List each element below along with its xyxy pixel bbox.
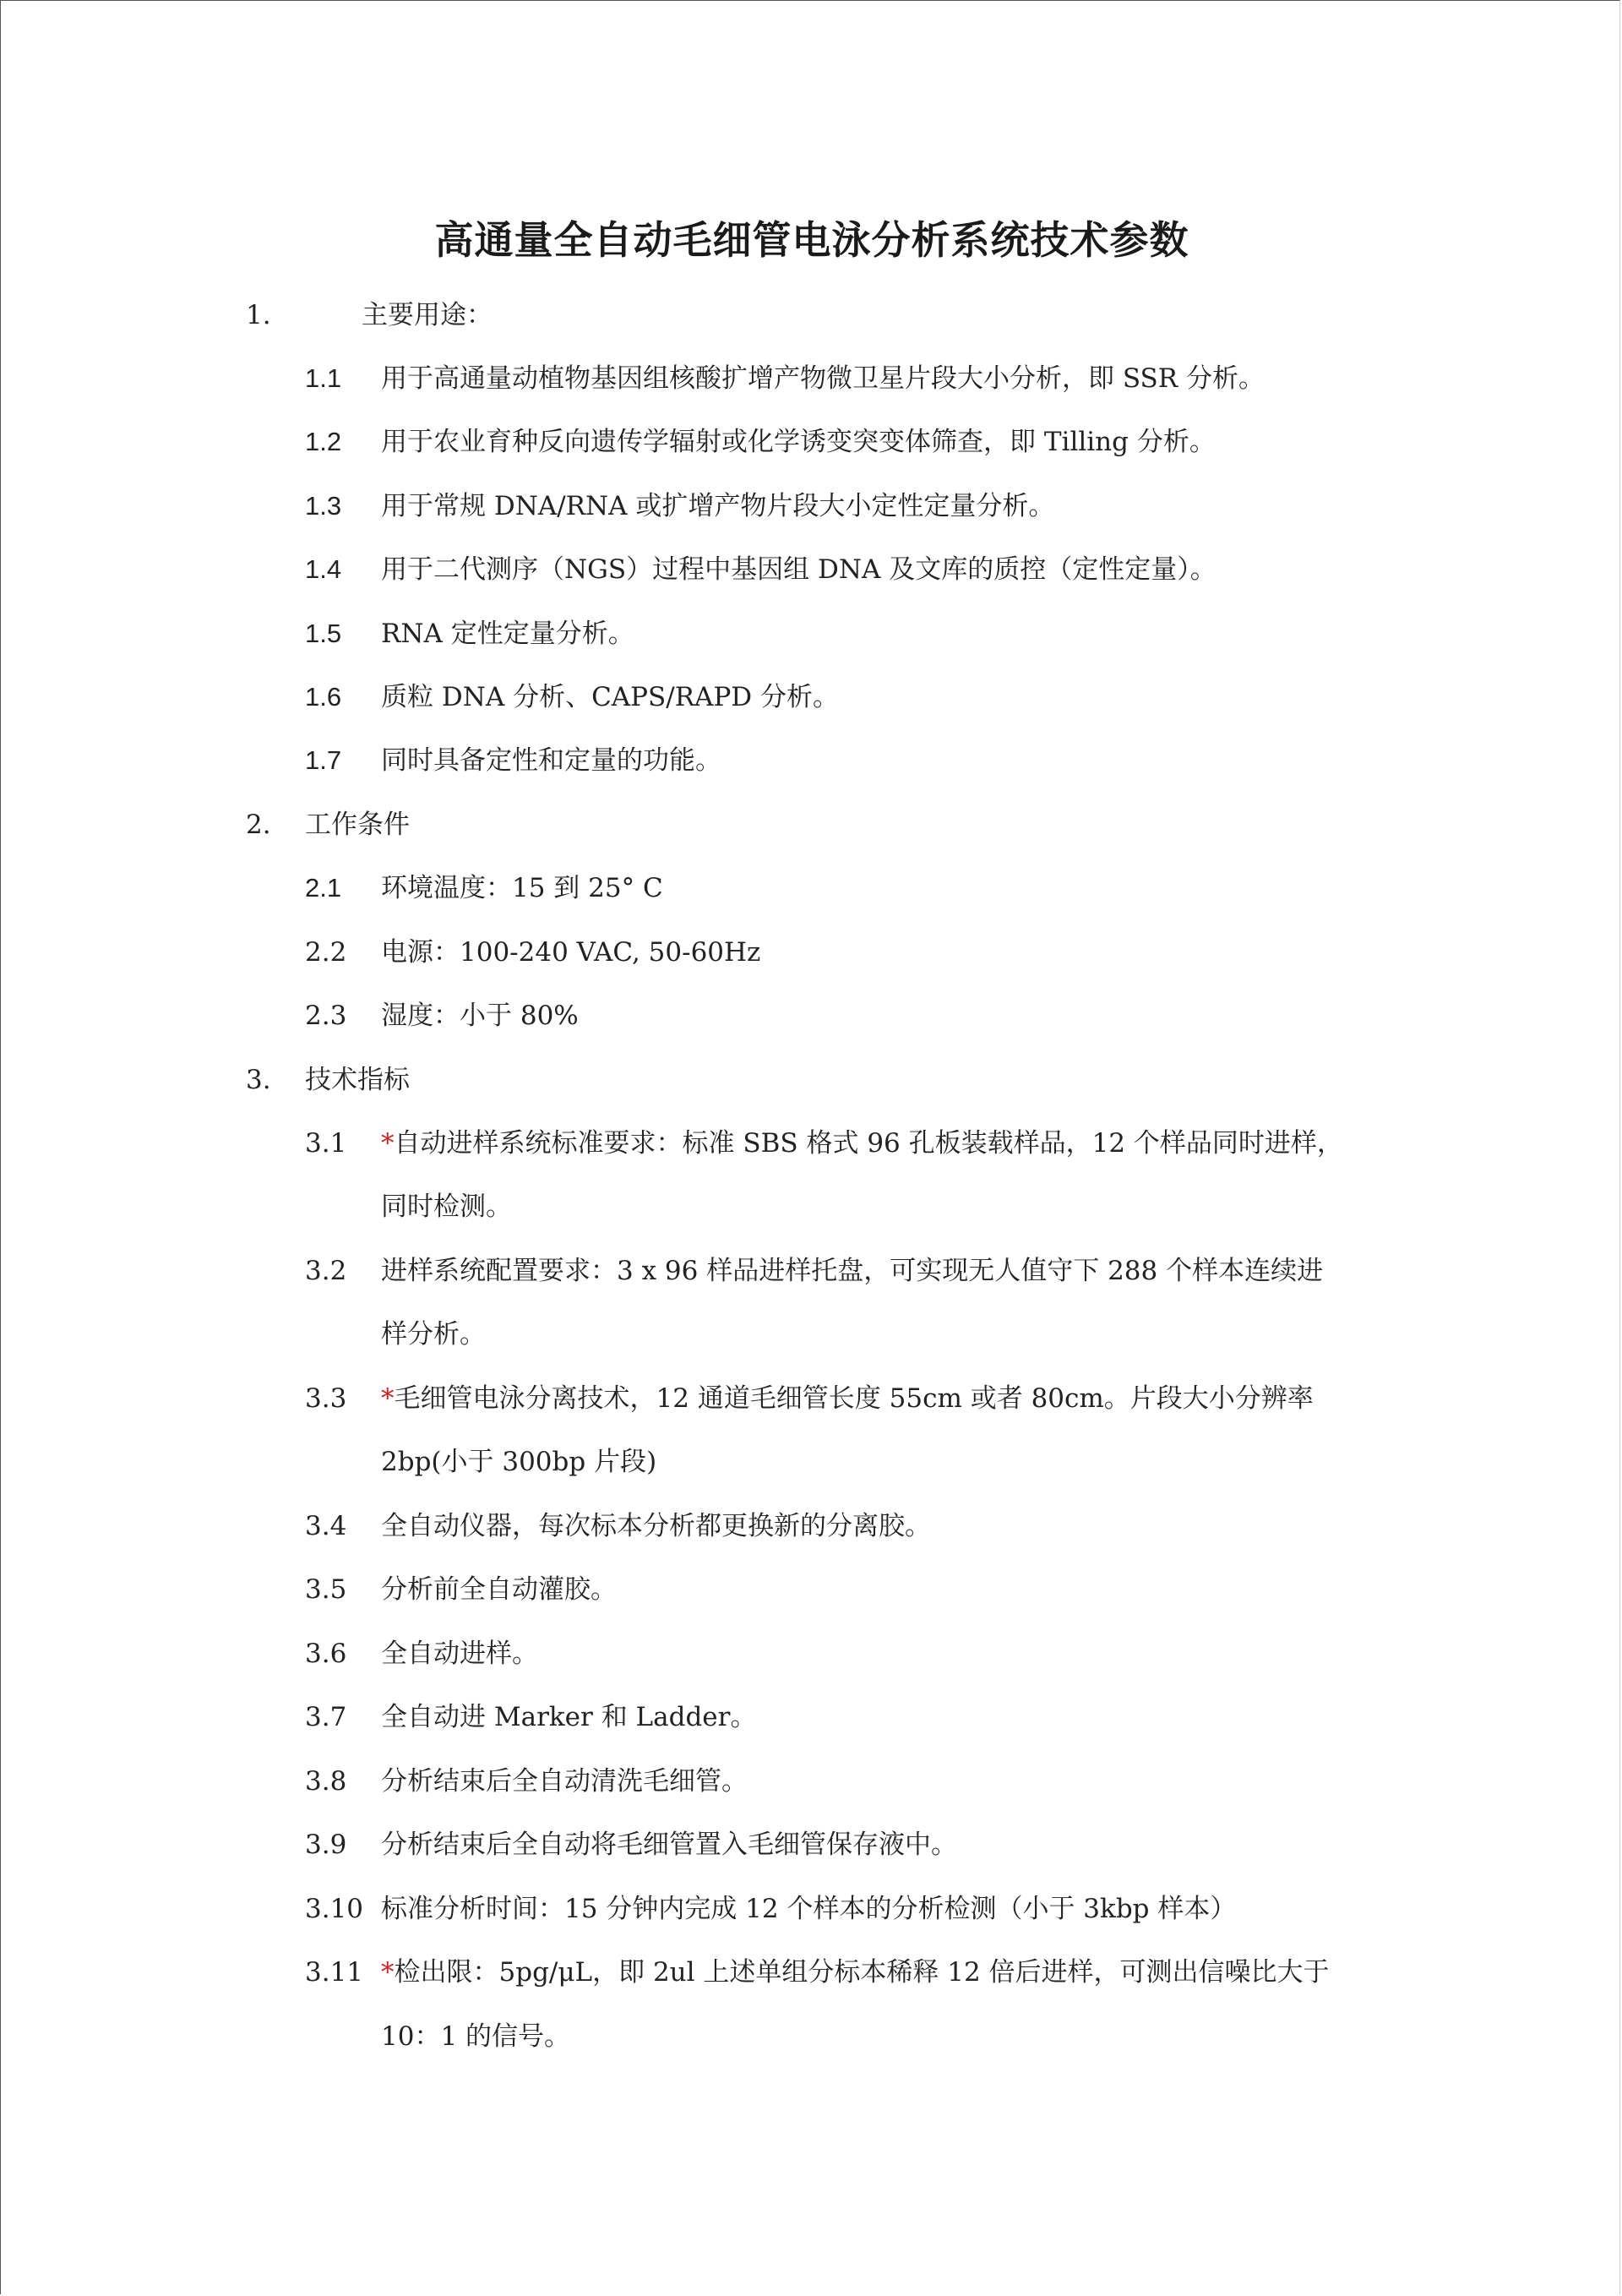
item-number: 3.9 xyxy=(305,1830,347,1860)
item-text-content: 毛细管电泳分离技术，12 通道毛细管长度 55cm 或者 80cm。片段大小分辨率 xyxy=(394,1383,1314,1414)
item-text: 分析结束后全自动将毛细管置入毛细管保存液中。 xyxy=(381,1830,957,1860)
item-text xyxy=(381,1955,1330,1989)
item-number: 3.10 xyxy=(305,1894,364,1924)
item-text: 环境温度：15 到 25° C xyxy=(381,873,663,903)
item-text xyxy=(381,1382,1314,1415)
item-number: 3.4 xyxy=(305,1511,347,1541)
item-number: 3.3 xyxy=(305,1383,347,1414)
item-text xyxy=(381,1126,1343,1160)
item-text: RNA 定性定量分析。 xyxy=(381,619,634,649)
item-text: 全自动仪器，每次标本分析都更换新的分离胶。 xyxy=(381,1511,931,1541)
section-title: 主要用途： xyxy=(362,300,493,330)
item-text: 电源：100-240 VAC, 50-60Hz xyxy=(381,937,761,968)
item-text-line2: 样分析。 xyxy=(381,1319,486,1350)
item-number: 1.2 xyxy=(305,427,342,456)
item-number: 3.8 xyxy=(305,1766,347,1797)
item-text: 全自动进样。 xyxy=(381,1639,538,1669)
section-number: 2. xyxy=(246,810,271,840)
item-text-line2: 10：1 的信号。 xyxy=(381,2021,571,2052)
item-text: 用于农业育种反向遗传学辐射或化学诱变突变体筛查，即 Tilling 分析。 xyxy=(381,427,1216,457)
item-number: 3.7 xyxy=(305,1702,347,1732)
item-number: 1.1 xyxy=(305,363,342,393)
item-number: 1.5 xyxy=(305,619,342,648)
item-number: 3.1 xyxy=(305,1128,347,1159)
required-marker: * xyxy=(381,1957,395,1988)
item-text: 用于常规 DNA/RNA 或扩增产物片段大小定性定量分析。 xyxy=(381,491,1055,521)
item-text: 用于二代测序（NGS）过程中基因组 DNA 及文库的质控（定性定量）。 xyxy=(381,554,1216,585)
item-text: 进样系统配置要求：3 x 96 样品进样托盘，可实现无人值守下 288 个样本连续进 xyxy=(381,1256,1324,1286)
item-text: 用于高通量动植物基因组核酸扩增产物微卫星片段大小分析，即 SSR 分析。 xyxy=(381,363,1265,394)
item-number: 1.3 xyxy=(305,491,342,521)
item-number: 1.4 xyxy=(305,554,342,584)
item-number: 2.2 xyxy=(305,937,347,968)
item-number: 3.6 xyxy=(305,1639,347,1669)
item-number: 3.5 xyxy=(305,1574,347,1605)
item-text-content: 自动进样系统标准要求：标准 SBS 格式 96 孔板装载样品，12 个样品同时进样， xyxy=(394,1128,1343,1159)
item-text-line2: 同时检测。 xyxy=(381,1192,512,1222)
section-number: 1. xyxy=(246,300,271,330)
item-number: 1.6 xyxy=(305,682,342,712)
item-text: 湿度：小于 80% xyxy=(381,1001,579,1031)
item-text: 标准分析时间：15 分钟内完成 12 个样本的分析检测（小于 3kbp 样本） xyxy=(381,1894,1237,1924)
item-number: 1.7 xyxy=(305,745,342,775)
document-title: 高通量全自动毛细管电泳分析系统技术参数 xyxy=(434,217,1189,263)
item-text: 分析结束后全自动清洗毛细管。 xyxy=(381,1766,748,1797)
section-number: 3. xyxy=(246,1065,271,1095)
item-text-content: 检出限：5pg/μL，即 2ul 上述单组分标本稀释 12 倍后进样，可测出信噪比大于 xyxy=(394,1957,1330,1988)
item-number: 3.11 xyxy=(305,1957,364,1988)
required-marker: * xyxy=(381,1128,395,1159)
item-text-line2: 2bp(小于 300bp 片段) xyxy=(381,1447,657,1477)
item-text: 全自动进 Marker 和 Ladder。 xyxy=(381,1702,757,1732)
item-text: 同时具备定性和定量的功能。 xyxy=(381,745,721,776)
item-text: 质粒 DNA 分析、CAPS/RAPD 分析。 xyxy=(381,682,840,712)
section-title: 工作条件 xyxy=(305,810,410,840)
item-text: 分析前全自动灌胶。 xyxy=(381,1574,617,1605)
item-number: 3.2 xyxy=(305,1256,347,1286)
item-number: 2.3 xyxy=(305,1001,347,1031)
required-marker: * xyxy=(381,1383,395,1414)
section-title: 技术指标 xyxy=(305,1065,410,1095)
item-number: 2.1 xyxy=(305,873,342,903)
